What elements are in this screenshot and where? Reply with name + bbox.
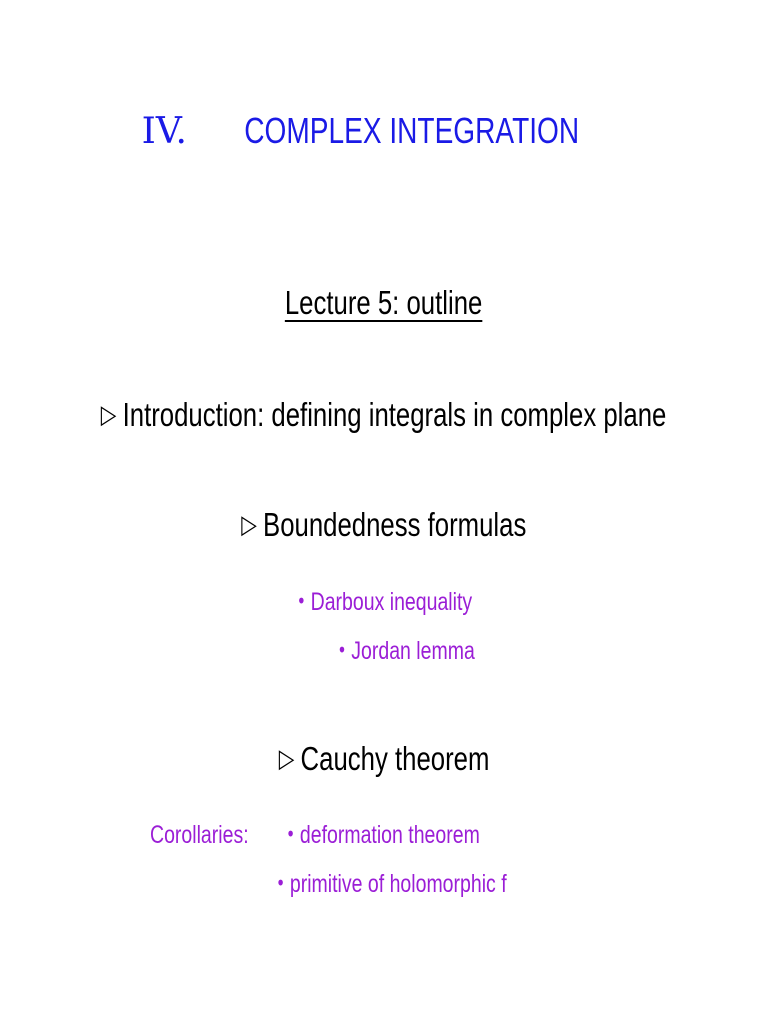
corollary-label: primitive of holomorphic f — [289, 870, 507, 898]
topic-cauchy — [0, 740, 768, 778]
lecture-heading-text: Lecture 5: outline — [285, 284, 483, 321]
topic-label: Boundedness formulas — [263, 506, 527, 543]
topic-label: Introduction: defining integrals in complex plane — [123, 396, 667, 433]
triangle-bullet-icon: ▷ — [101, 400, 117, 430]
sub-item-darboux — [0, 588, 768, 617]
corollary-primitive — [276, 870, 572, 899]
topic-label: Cauchy theorem — [300, 740, 490, 777]
title-text: COMPLEX INTEGRATION — [244, 110, 580, 151]
slide-title — [0, 110, 768, 152]
dot-bullet-icon: • — [286, 822, 296, 846]
dot-bullet-icon: • — [296, 589, 306, 613]
lecture-heading — [0, 284, 768, 322]
title-roman-numeral: IV. — [141, 111, 187, 152]
topic-introduction — [0, 396, 768, 434]
corollaries-label: Corollaries: — [150, 821, 249, 849]
sub-item-jordan — [22, 637, 768, 666]
corollary-label: deformation theorem — [299, 821, 480, 849]
sub-item-label: Jordan lemma — [351, 637, 475, 665]
dot-bullet-icon: • — [276, 871, 286, 895]
triangle-bullet-icon: ▷ — [241, 510, 258, 540]
triangle-bullet-icon: ▷ — [278, 744, 295, 774]
corollary-deformation — [286, 821, 534, 850]
topic-boundedness — [0, 506, 768, 544]
sub-item-label: Darboux inequality — [310, 588, 472, 616]
dot-bullet-icon: • — [337, 638, 347, 662]
